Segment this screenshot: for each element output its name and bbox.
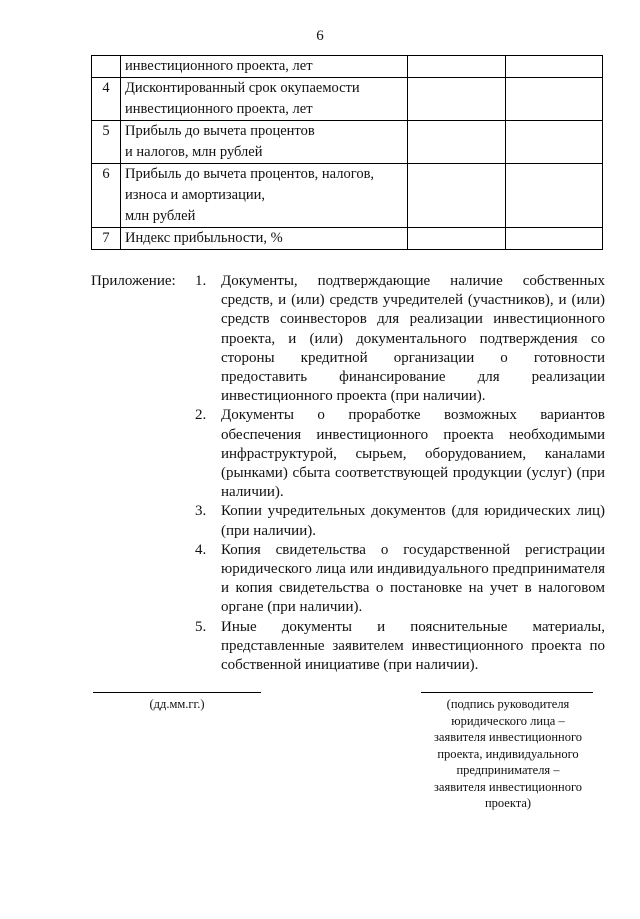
table-row xyxy=(92,228,603,250)
indicator-name xyxy=(121,228,408,250)
signer-caption-line: проекта) xyxy=(484,796,532,810)
value-cell xyxy=(408,164,506,228)
indicator-line: Индекс прибыльности, % xyxy=(125,230,283,246)
list-item xyxy=(195,406,605,502)
indicator-name xyxy=(121,56,408,78)
value-cell xyxy=(408,78,506,121)
value-cell xyxy=(408,228,506,250)
list-item xyxy=(195,541,605,618)
signer-caption xyxy=(410,696,606,812)
list-item-number: 1. xyxy=(195,273,207,289)
list-item xyxy=(195,502,605,540)
metrics-table xyxy=(91,55,603,250)
list-item-number: 2. xyxy=(195,407,207,424)
indicator-line: инвестиционного проекта, лет xyxy=(125,101,313,117)
row-number: 7 xyxy=(92,228,121,250)
signer-caption-line: (подпись руководителя xyxy=(446,697,570,711)
table-row xyxy=(92,78,603,121)
table-row xyxy=(92,121,603,164)
indicator-line: и налогов, млн рублей xyxy=(125,144,263,160)
page-number: 6 xyxy=(316,28,324,44)
value-cell xyxy=(506,121,603,164)
list-item-text: Документы о проработке возможных вариантов обеспечения инвестиционного проекта необходимыми инфраструктурой, сырьем, оборудованием, каналами (рынками) сбыта соответствующей продукции (услуг) (при наличии). xyxy=(221,407,605,501)
row-number xyxy=(92,56,121,78)
value-cell xyxy=(506,164,603,228)
list-item-text: Копии учредительных документов (для юридических лиц) (при наличии). xyxy=(221,503,605,539)
value-cell xyxy=(506,56,603,78)
row-number: 4 xyxy=(92,78,121,121)
row-number: 6 xyxy=(92,164,121,228)
indicator-name xyxy=(121,78,408,121)
list-item-number: 5. xyxy=(195,618,207,635)
signer-caption-line: заявителя инвестиционного xyxy=(433,779,583,794)
value-cell xyxy=(408,121,506,164)
appendix-list xyxy=(195,272,605,675)
indicator-line: Дисконтированный срок окупаемости xyxy=(125,80,360,96)
list-item-text: Копия свидетельства о государственной регистрации юридического лица или индивидуального предпринимателя и копия свидетельства о постановке на учет в налоговом органе (при наличии). xyxy=(221,541,605,616)
signer-caption-line: проекта, индивидуального xyxy=(437,746,579,761)
date-label: (дд.мм.гг.) xyxy=(149,697,205,711)
indicator-line: инвестиционного проекта, лет xyxy=(125,58,313,74)
value-cell xyxy=(408,56,506,78)
signer-caption-line: юридического лица – xyxy=(451,713,565,728)
table-row xyxy=(92,164,603,228)
indicator-name xyxy=(121,121,408,164)
list-item-number: 3. xyxy=(195,503,207,520)
row-number: 5 xyxy=(92,121,121,164)
list-item-text: Документы, подтверждающие наличие собственных средств, и (или) средств учредителей (участников), и (или) средств соинвесторов для реализации инвестиционного проекта, и (или) документального подтверждения со стороны кредитной организации о готовности предоставить финансирование для реализации инвестиционного проекта (при наличии). xyxy=(221,273,605,405)
indicator-line: млн рублей xyxy=(125,208,196,224)
signer-caption-line: заявителя инвестиционного xyxy=(433,730,583,744)
signer-signature-line xyxy=(421,692,593,693)
table-row xyxy=(92,56,603,78)
list-item-text: Иные документы и пояснительные материалы, представленные заявителем инвестиционного проекта по собственной инициативе (при наличии). xyxy=(221,618,605,674)
indicator-line: Прибыль до вычета процентов, налогов, xyxy=(125,166,375,182)
list-item-number: 4. xyxy=(195,541,207,558)
date-signature-line xyxy=(93,692,261,693)
indicator-line: износа и амортизации, xyxy=(125,187,266,203)
signer-caption-line: предпринимателя – xyxy=(456,763,560,777)
value-cell xyxy=(506,228,603,250)
indicator-line: Прибыль до вычета процентов xyxy=(125,123,315,139)
value-cell xyxy=(506,78,603,121)
list-item xyxy=(195,618,605,676)
indicator-name xyxy=(121,164,408,228)
appendix-label: Приложение: xyxy=(91,273,176,289)
list-item xyxy=(195,272,605,406)
